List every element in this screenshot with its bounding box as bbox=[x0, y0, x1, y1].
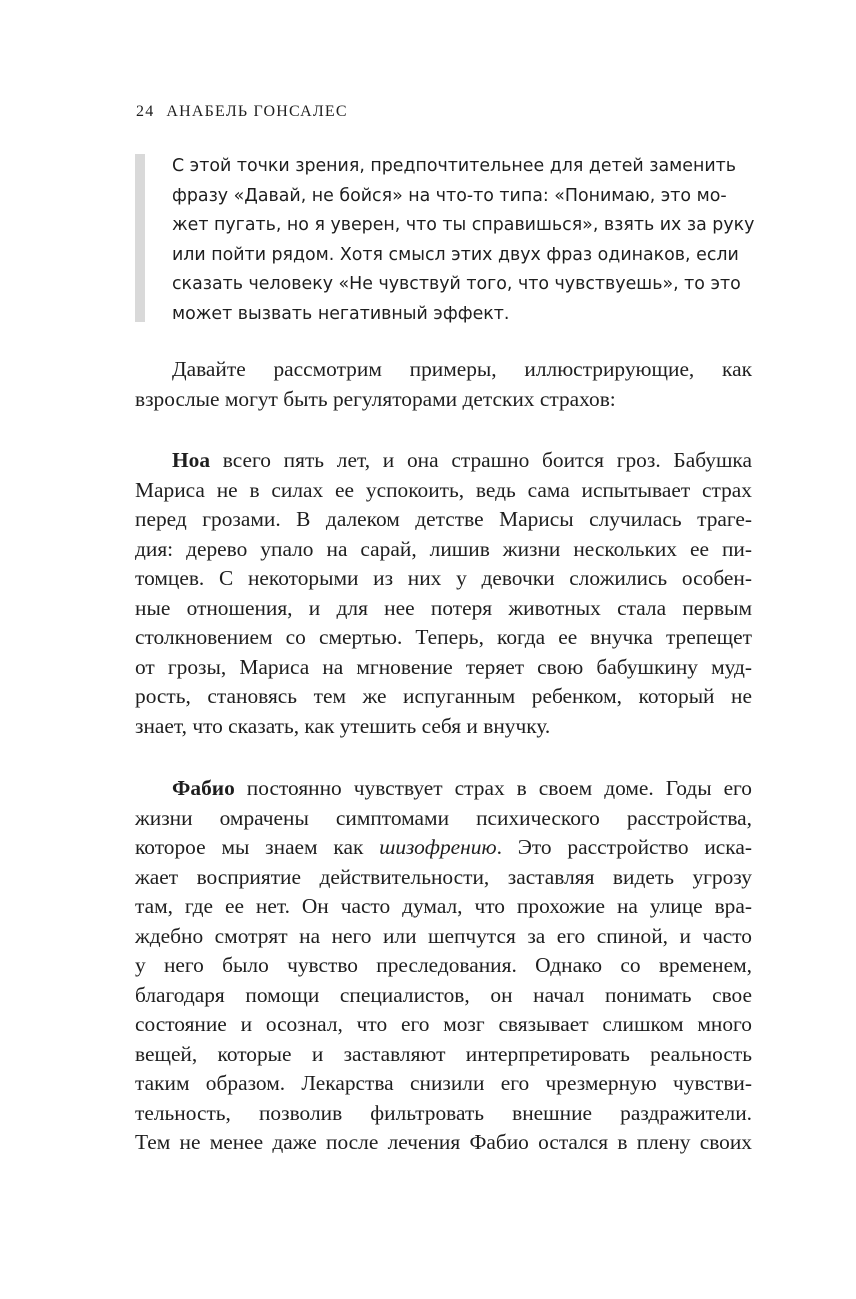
sidebar-line: жет пугать, но я уверен, что ты справишься», взять их за руку bbox=[172, 215, 755, 235]
sidebar-line: сказать человеку «Не чувствуй того, что чувствуешь», то это bbox=[172, 274, 741, 294]
text-line: Давайте рассмотрим примеры, иллюстрирующие, как bbox=[172, 357, 752, 381]
text-line: жизни омрачены симптомами психического расстройства, bbox=[135, 805, 752, 830]
text-line: знает, что сказать, как утешить себя и внучку. bbox=[135, 713, 551, 738]
sidebar-line: С этой точки зрения, предпочтительнее для детей заменить bbox=[172, 156, 736, 176]
paragraph-intro bbox=[135, 355, 752, 414]
line-text: которое мы знаем как bbox=[135, 835, 380, 859]
text-line: томцев. С некоторыми из них у девочки сложились особен- bbox=[135, 566, 752, 590]
text-line: благодаря помощи специалистов, он начал понимать свое bbox=[135, 982, 752, 1007]
sidebar-note-text bbox=[172, 152, 753, 329]
line-text: постоянно чувствует страх в своем доме. Годы его bbox=[234, 776, 752, 800]
paragraph-fabio bbox=[135, 774, 752, 1158]
text-line bbox=[135, 446, 752, 476]
running-header bbox=[136, 103, 348, 121]
text-line: таким образом. Лекарства снизили его чрезмерную чувстви- bbox=[135, 1071, 752, 1095]
text-line: дия: дерево упало на сарай, лишив жизни нескольких ее пи- bbox=[135, 536, 752, 561]
text-line: Тем не менее даже после лечения Фабио остался в плену своих bbox=[135, 1130, 752, 1154]
text-line: ждебно смотрят на него или шепчутся за его спиной, и часто bbox=[135, 923, 752, 948]
text-line: взрослые могут быть регуляторами детских страхов: bbox=[135, 386, 616, 411]
text-line: состояние и осознал, что его мозг связывает слишком много bbox=[135, 1012, 752, 1036]
text-line: у него было чувство преследования. Однако со временем, bbox=[135, 953, 752, 977]
text-line: тельность, позволив фильтровать внешние раздражители. bbox=[135, 1100, 752, 1125]
text-line: столкновением со смертью. Теперь, когда ее внучка трепещет bbox=[135, 625, 752, 649]
lead-name: Ноа bbox=[172, 448, 211, 472]
line-text: . Это расстройство иска- bbox=[496, 835, 752, 859]
text-line: вещей, которые и заставляют интерпретировать реальность bbox=[135, 1041, 752, 1066]
text-line: от грозы, Мариса на мгновение теряет свою бабушкину муд- bbox=[135, 654, 752, 679]
sidebar-line: может вызвать негативный эффект. bbox=[172, 303, 510, 324]
lead-name: Фабио bbox=[172, 776, 235, 800]
text-line: рость, становясь тем же испуганным ребенком, который не bbox=[135, 684, 752, 708]
text-line: Мариса не в силах ее успокоить, ведь сама испытывает страх bbox=[135, 477, 752, 502]
text-line bbox=[135, 774, 752, 804]
sidebar-line: или пойти рядом. Хотя смысл этих двух фраз одинаков, если bbox=[172, 244, 739, 265]
sidebar-accent-bar bbox=[135, 154, 145, 322]
text-line: ные отношения, и для нее потеря животных стала первым bbox=[135, 595, 752, 620]
line-text: всего пять лет, и она страшно боится гроз. Бабушка bbox=[210, 448, 752, 472]
text-line: там, где ее нет. Он часто думал, что прохожие на улице вра- bbox=[135, 894, 752, 918]
text-line: жает восприятие действительности, заставляя видеть угрозу bbox=[135, 864, 752, 889]
text-line: перед грозами. В далеком детстве Марисы случилась траге- bbox=[135, 507, 752, 531]
running-title: АНАБЕЛЬ ГОНСАЛЕС bbox=[166, 103, 348, 120]
text-line bbox=[135, 833, 752, 863]
paragraph-noa bbox=[135, 446, 752, 741]
sidebar-line: фразу «Давай, не бойся» на что-то типа: «Понимаю, это мо- bbox=[172, 185, 727, 206]
italic-term: шизофрению bbox=[379, 835, 497, 859]
page-number: 24 bbox=[136, 103, 155, 120]
